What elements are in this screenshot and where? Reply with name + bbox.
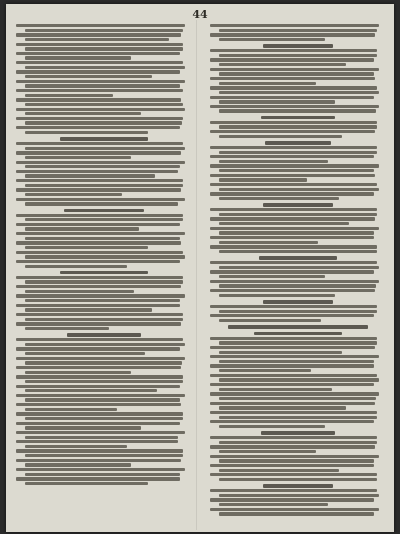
text-line bbox=[210, 489, 377, 492]
text-line bbox=[210, 245, 377, 248]
text-line bbox=[25, 75, 152, 78]
text-line bbox=[25, 94, 113, 97]
text-line bbox=[25, 174, 155, 177]
section-heading-line bbox=[263, 300, 333, 304]
text-line bbox=[25, 426, 141, 429]
text-line bbox=[219, 169, 374, 172]
section-heading-line bbox=[67, 333, 141, 337]
text-line bbox=[16, 285, 181, 288]
section-heading-line bbox=[261, 431, 335, 435]
text-line bbox=[210, 105, 379, 108]
text-line bbox=[16, 338, 183, 341]
text-line bbox=[219, 222, 349, 225]
text-line bbox=[210, 164, 379, 167]
text-line bbox=[25, 473, 180, 476]
text-line bbox=[16, 188, 181, 191]
section-heading-line bbox=[263, 484, 333, 488]
text-line bbox=[25, 408, 117, 411]
text-line bbox=[210, 498, 374, 501]
text-line bbox=[210, 130, 375, 133]
text-line bbox=[25, 280, 183, 283]
text-line bbox=[16, 126, 180, 129]
text-line bbox=[210, 33, 375, 36]
section-heading-line bbox=[64, 209, 143, 213]
text-line bbox=[16, 43, 183, 46]
text-line bbox=[210, 445, 375, 448]
text-line bbox=[25, 255, 185, 258]
text-line bbox=[210, 183, 377, 186]
section-heading-line bbox=[60, 271, 148, 275]
text-line bbox=[16, 198, 185, 201]
text-line bbox=[210, 420, 374, 423]
text-line bbox=[16, 33, 181, 36]
text-line bbox=[219, 109, 376, 112]
text-line bbox=[210, 411, 377, 414]
text-line bbox=[16, 260, 180, 263]
text-line bbox=[210, 227, 379, 230]
text-line bbox=[16, 61, 183, 64]
text-line bbox=[219, 459, 374, 462]
text-line bbox=[25, 103, 183, 106]
text-line bbox=[219, 197, 339, 200]
text-line bbox=[16, 403, 181, 406]
text-line bbox=[16, 385, 180, 388]
text-line bbox=[16, 98, 181, 101]
text-line bbox=[210, 217, 375, 220]
text-line bbox=[210, 436, 377, 439]
text-line bbox=[219, 351, 342, 354]
text-line bbox=[219, 469, 339, 472]
text-line bbox=[210, 289, 375, 292]
section-heading-line bbox=[265, 141, 332, 145]
text-line bbox=[210, 58, 374, 61]
text-line bbox=[210, 77, 375, 80]
text-line bbox=[210, 464, 374, 467]
text-line bbox=[210, 392, 379, 395]
document-page bbox=[6, 4, 394, 532]
text-line bbox=[219, 151, 377, 154]
text-line bbox=[219, 266, 379, 269]
text-line bbox=[25, 121, 182, 124]
text-line bbox=[16, 366, 181, 369]
text-line bbox=[16, 449, 183, 452]
text-line bbox=[210, 337, 377, 340]
text-line bbox=[16, 24, 185, 27]
text-line bbox=[219, 284, 376, 287]
text-line bbox=[210, 364, 374, 367]
text-line bbox=[16, 179, 183, 182]
text-line bbox=[219, 275, 325, 278]
text-line bbox=[16, 431, 185, 434]
text-line bbox=[25, 156, 131, 159]
text-line bbox=[16, 294, 185, 297]
text-line bbox=[16, 108, 185, 111]
text-line bbox=[219, 38, 325, 41]
text-line bbox=[25, 218, 183, 221]
text-line bbox=[219, 310, 377, 313]
left-column bbox=[16, 24, 192, 528]
text-line bbox=[25, 112, 141, 115]
text-line bbox=[210, 374, 377, 377]
text-line bbox=[25, 436, 178, 439]
text-line bbox=[25, 417, 183, 420]
text-line bbox=[210, 346, 375, 349]
text-line bbox=[219, 178, 307, 181]
text-line bbox=[25, 38, 169, 41]
section-heading-line bbox=[60, 137, 148, 141]
text-line bbox=[25, 237, 180, 240]
text-line bbox=[219, 450, 316, 453]
text-line bbox=[219, 406, 346, 409]
text-line bbox=[16, 412, 183, 415]
text-line bbox=[210, 355, 379, 358]
text-line bbox=[16, 161, 185, 164]
text-line bbox=[25, 318, 183, 321]
text-line bbox=[219, 160, 328, 163]
text-line bbox=[210, 49, 377, 52]
text-line bbox=[219, 478, 377, 481]
text-line bbox=[16, 468, 185, 471]
text-line bbox=[210, 236, 374, 239]
text-line bbox=[219, 503, 328, 506]
text-line bbox=[16, 422, 180, 425]
text-line bbox=[25, 47, 183, 50]
text-line bbox=[210, 305, 377, 308]
text-line bbox=[25, 29, 183, 32]
text-line bbox=[25, 352, 145, 355]
text-line bbox=[25, 463, 131, 466]
text-line bbox=[16, 347, 180, 350]
text-line bbox=[16, 142, 183, 145]
text-line bbox=[210, 174, 375, 177]
text-line bbox=[219, 213, 377, 216]
text-line bbox=[219, 100, 335, 103]
text-line bbox=[219, 425, 325, 428]
text-line bbox=[16, 151, 181, 154]
text-line bbox=[25, 84, 180, 87]
text-line bbox=[25, 361, 182, 364]
text-line bbox=[25, 202, 178, 205]
text-line bbox=[219, 397, 376, 400]
text-line bbox=[25, 147, 185, 150]
text-line bbox=[219, 294, 335, 297]
text-line bbox=[210, 155, 374, 158]
text-line bbox=[219, 369, 311, 372]
text-line bbox=[219, 416, 377, 419]
text-line bbox=[219, 29, 377, 32]
text-line bbox=[16, 440, 178, 443]
text-line bbox=[25, 56, 131, 59]
text-line bbox=[210, 270, 374, 273]
text-line bbox=[219, 341, 377, 344]
text-line bbox=[210, 383, 374, 386]
text-line bbox=[219, 388, 332, 391]
text-line bbox=[210, 473, 377, 476]
text-line bbox=[25, 165, 180, 168]
text-line bbox=[16, 223, 180, 226]
text-line bbox=[16, 89, 183, 92]
text-line bbox=[25, 290, 134, 293]
text-line bbox=[16, 394, 185, 397]
text-line bbox=[25, 131, 148, 134]
text-line bbox=[25, 398, 180, 401]
text-line bbox=[16, 477, 180, 480]
text-line bbox=[219, 494, 379, 497]
text-line bbox=[210, 314, 374, 317]
text-line bbox=[16, 232, 185, 235]
text-line bbox=[210, 86, 377, 89]
text-line bbox=[25, 265, 127, 268]
text-line bbox=[210, 280, 379, 283]
text-line bbox=[16, 276, 183, 279]
text-line bbox=[16, 241, 181, 244]
text-line bbox=[219, 241, 318, 244]
text-line bbox=[210, 192, 374, 195]
page-number: 44 bbox=[192, 8, 208, 21]
column-divider bbox=[196, 20, 197, 530]
text-line bbox=[219, 360, 374, 363]
text-line bbox=[25, 246, 148, 249]
text-line bbox=[16, 251, 183, 254]
text-line bbox=[16, 304, 180, 307]
section-heading-line bbox=[261, 116, 335, 120]
text-line bbox=[210, 24, 379, 27]
right-column bbox=[210, 24, 386, 528]
text-line bbox=[219, 125, 377, 128]
text-line bbox=[210, 402, 375, 405]
text-line bbox=[25, 66, 185, 69]
text-line bbox=[25, 445, 127, 448]
text-line bbox=[16, 117, 183, 120]
text-line bbox=[210, 121, 377, 124]
text-line bbox=[210, 455, 379, 458]
text-line bbox=[219, 188, 379, 191]
text-line bbox=[25, 299, 180, 302]
text-line bbox=[25, 371, 131, 374]
text-line bbox=[219, 231, 374, 234]
text-line bbox=[25, 327, 109, 330]
text-line bbox=[219, 91, 379, 94]
section-heading-line bbox=[228, 325, 369, 329]
section-heading-line bbox=[259, 256, 336, 260]
text-line bbox=[16, 80, 185, 83]
text-line bbox=[16, 322, 181, 325]
text-line bbox=[25, 380, 183, 383]
text-line bbox=[25, 193, 122, 196]
text-line bbox=[210, 261, 377, 264]
text-line bbox=[16, 375, 183, 378]
text-line bbox=[219, 72, 374, 75]
text-line bbox=[219, 441, 377, 444]
text-line bbox=[210, 208, 377, 211]
section-heading-line bbox=[263, 44, 333, 48]
text-line bbox=[219, 378, 379, 381]
text-line bbox=[25, 308, 152, 311]
text-line bbox=[25, 343, 185, 346]
text-line bbox=[16, 70, 180, 73]
text-line bbox=[210, 68, 379, 71]
text-line bbox=[219, 319, 321, 322]
text-line bbox=[25, 389, 157, 392]
text-line bbox=[219, 54, 377, 57]
section-heading-line bbox=[263, 203, 333, 207]
text-line bbox=[16, 214, 183, 217]
text-line bbox=[210, 96, 374, 99]
text-line bbox=[210, 146, 377, 149]
text-line bbox=[16, 357, 185, 360]
text-line bbox=[219, 512, 374, 515]
text-line bbox=[219, 63, 346, 66]
text-line bbox=[25, 482, 148, 485]
text-line bbox=[16, 52, 180, 55]
text-line bbox=[219, 82, 316, 85]
text-line bbox=[210, 508, 379, 511]
text-line bbox=[25, 454, 183, 457]
text-line bbox=[219, 135, 342, 138]
text-line bbox=[25, 184, 183, 187]
text-line bbox=[16, 313, 183, 316]
section-heading-line bbox=[254, 332, 342, 336]
text-line bbox=[25, 227, 139, 230]
text-line bbox=[219, 250, 377, 253]
text-line bbox=[16, 459, 181, 462]
text-line bbox=[16, 170, 178, 173]
